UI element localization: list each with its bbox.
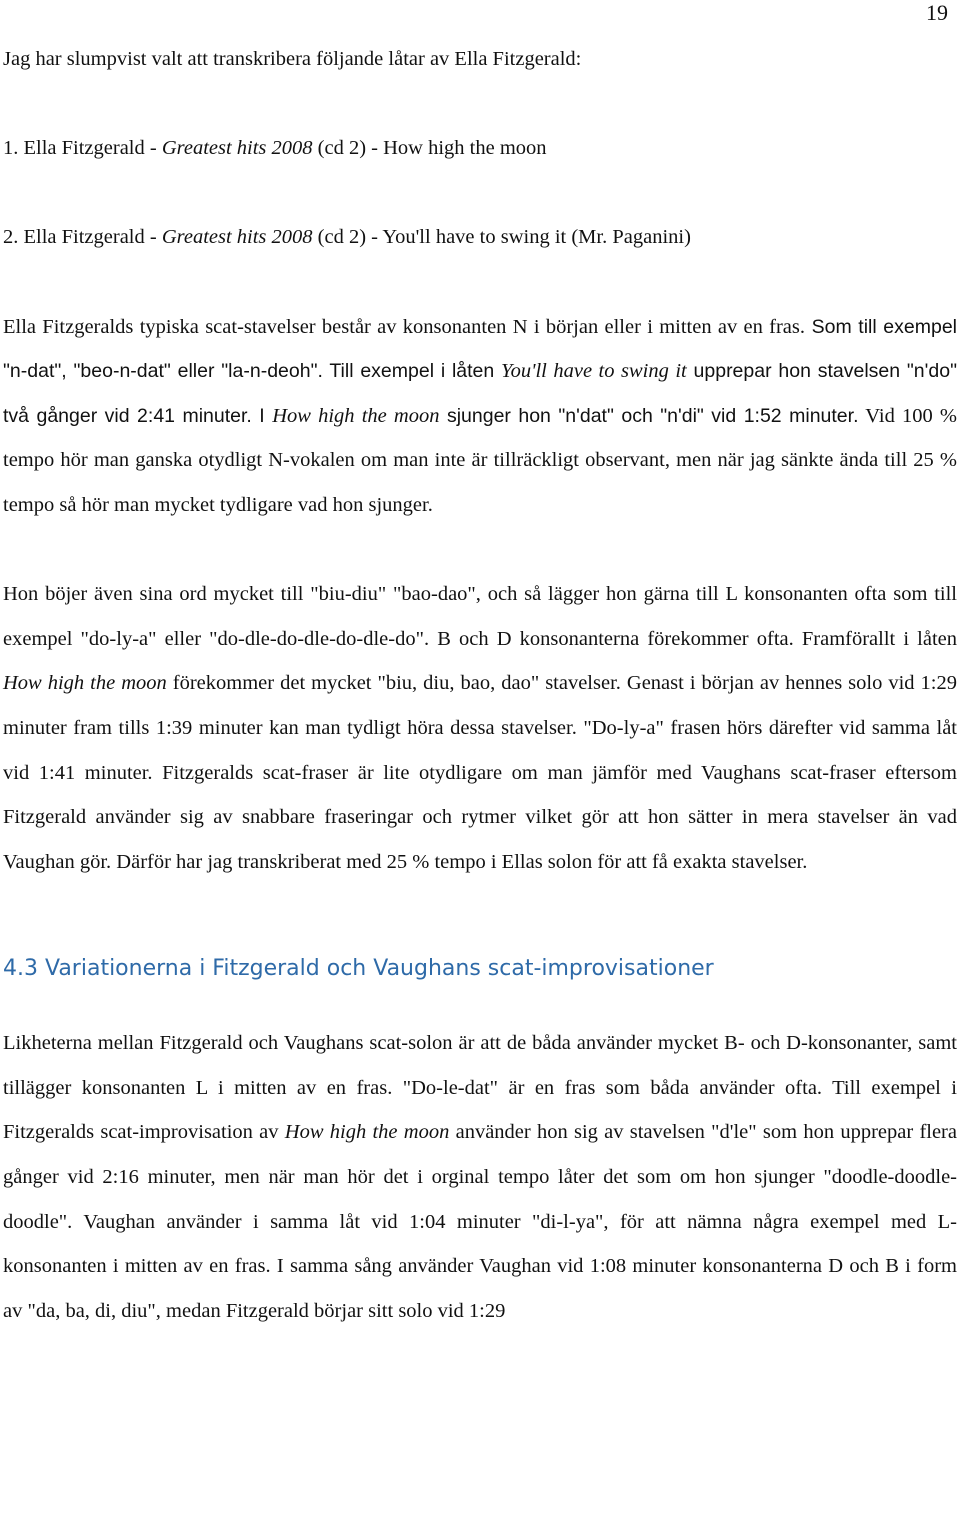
- para3-song-title: How high the moon: [284, 1121, 450, 1144]
- song-2-album: Greatest hits 2008: [161, 226, 313, 249]
- paragraph-scat-n: [3, 305, 957, 528]
- para2-text-1: Hon böjer även sina ord mycket till "biu-diu" "bao-dao", och så lägger hon gärna till L konsonanten ofta som till exempel "do-ly-a" eller "do-dle-do-dle-do-dle-do". B och D konsonanterna förekommer ofta. Framförallt i låten: [3, 583, 957, 650]
- song-1-album: Greatest hits 2008: [161, 137, 313, 160]
- para3-text-2: använder hon sig av stavelsen "d'le" som hon upprepar flera gånger vid 2:16 minuter, men när man hör det i orginal tempo låter det som om hon sjunger "doodle-doodle-doodle". Vaughan använder i samma låt vid 1:04 minuter "di-l-ya", för att nämna några exempel med L-konsonanten i mitten av en fras. I samma sång använder Vaughan vid 1:08 minuter konsonanterna D och B i form av "da, ba, di, diu", medan Fitzgerald börjar sitt solo vid 1:29: [3, 1121, 957, 1322]
- song-2-prefix: 2. Ella Fitzgerald -: [3, 226, 162, 249]
- song-2-suffix: (cd 2) - You'll have to swing it (Mr. Paganini): [312, 226, 691, 249]
- para1-sentence-5: Vid 100 % tempo hör man ganska otydligt N-vokalen om man inte är tillräckligt observant, men när jag sänkte ända till 25 % tempo så hör man mycket tydligare vad hon sjunger.: [3, 404, 957, 516]
- para1-song-title-1: You'll have to swing it: [501, 360, 687, 383]
- paragraph-bending-words: [3, 572, 957, 884]
- para2-song-title: How high the moon: [3, 672, 167, 695]
- song-1-prefix: 1. Ella Fitzgerald -: [3, 137, 162, 160]
- song-list-item-1: [3, 126, 957, 171]
- song-list-item-2: [3, 215, 957, 260]
- para3-text-1: Likheterna mellan Fitzgerald och Vaughans scat-solon är att de båda använder mycket B- och D-konsonanter, samt tillägger konsonanten L i mitten av en fras. "Do-le-dat" är en fras som båda använder ofta. Till exempel i Fitzgeralds scat-improvisation av: [3, 1032, 957, 1144]
- document-body: [3, 37, 957, 1333]
- section-heading: 4.3 Variationerna i Fitzgerald och Vaughans scat-improvisationer: [3, 956, 714, 982]
- intro-text: Jag har slumpvist valt att transkribera följande låtar av Ella Fitzgerald:: [3, 48, 582, 70]
- para1-sentence-2: Som till exempel "n-dat", "beo-n-dat" eller "la-n-deoh". Till exempel i låten: [3, 315, 957, 383]
- page-number: 19: [926, 0, 948, 25]
- paragraph-similarities: [3, 1021, 957, 1333]
- para1-song-title-2: How high the moon: [272, 404, 440, 427]
- para2-text-2: förekommer det mycket "biu, diu, bao, dao" stavelser. Genast i början av hennes solo vid 1:29 minuter fram tills 1:39 minuter kan man tydligt höra dessa stavelser. "Do-ly-a" frasen hörs därefter vid samma låt vid 1:41 minuter. Fitzgeralds scat-fraser är lite otydligare om man jämför med Vaughans scat-fraser eftersom Fitzgerald använder sig av snabbare fraseringar och rytmer vilket gör att hon sätter in mera stavelser än vad Vaughan gör. Därför har jag transkriberat med 25 % tempo i Ellas solon för att få exakta stavelser.: [3, 672, 957, 873]
- song-1-suffix: (cd 2) - How high the moon: [312, 137, 547, 160]
- para1-sentence-1: Ella Fitzgeralds typiska scat-stavelser består av konsonanten N i början eller i mitten av en fras.: [3, 315, 806, 338]
- para1-sentence-3: upprepar hon stavelsen "n'do" två gånger vid 2:41 minuter. I: [3, 360, 957, 427]
- para1-sentence-4: sjunger hon "n'dat" och "n'di" vid 1:52 minuter.: [439, 404, 859, 427]
